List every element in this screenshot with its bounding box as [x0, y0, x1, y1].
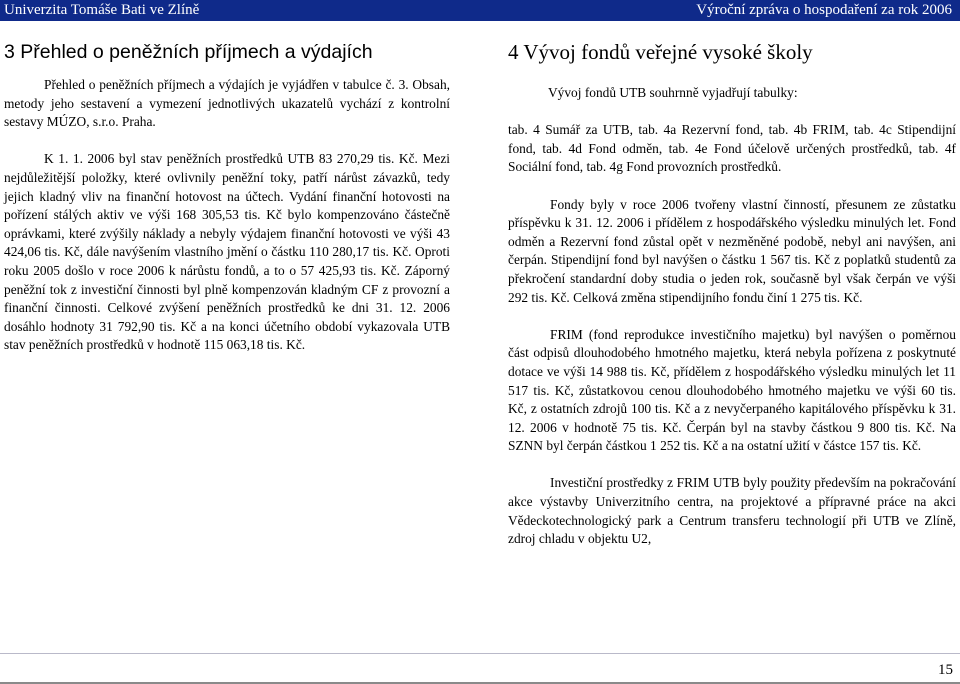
page-header — [0, 0, 960, 21]
section-3-paragraph-2: K 1. 1. 2006 byl stav peněžních prostředků UTB 83 270,29 tis. Kč. Mezi nejdůležitější položky, které ovlivnily peněžní toky, patří nárůst závazků, tedy jejich kladný vliv na finanční hotovost na účtech. Vydání finanční hotovosti na pořízení stálých aktiv ve výši 168 305,53 tis. Kč bylo kompenzováno částečně oprávkami, které zvýšily náklady a nebyly výdajem finanční hotovosti ve výši 43 424,06 tis. Kč, dále navýšením vlastního jmění o částku 110 280,17 tis. Kč. Oproti roku 2005 došlo v roce 2006 k nárůstu fondů, a to o 57 425,93 tis. Kč. Záporný peněžní tok z investiční činnosti byl plně kompenzován kladným CF z provozní a finanční činnosti. Celkové zvýšení peněžních prostředků ke dni 31. 12. 2006 dosáhlo hodnoty 31 792,90 tis. Kč a na konci účetního období vykazovala UTB stav peněžních prostředků v hodnotě 115 063,18 tis. Kč. — [4, 151, 450, 353]
footer-divider — [0, 653, 960, 654]
section-3-paragraph-1: Přehled o peněžních příjmech a výdajích je vyjádřen v tabulce č. 3. Obsah, metody jeho sestavení a vymezení jednotlivých ukazatelů vychází z kontrolní sestavy MÚZO, s.r.o. Praha. — [4, 77, 450, 130]
report-title: Výroční zpráva o hospodaření za rok 2006 — [696, 2, 952, 18]
section-4-paragraph-1: Vývoj fondů UTB souhrnně vyjadřují tabulky: — [548, 85, 798, 100]
page-number: 15 — [938, 662, 953, 678]
section-4-heading: 4 Vývoj fondů veřejné vysoké školy — [508, 40, 813, 64]
section-4-paragraph-2: tab. 4 Sumář za UTB, tab. 4a Rezervní fond, tab. 4b FRIM, tab. 4c Stipendijní fond, tab. 4d Fond odměn, tab. 4e Fond účelově určených prostředků, tab. 4f Sociální fond, tab. 4g Fond provozních prostředků. — [508, 122, 956, 175]
university-name: Univerzita Tomáše Bati ve Zlíně — [4, 2, 200, 18]
section-4-paragraph-3: Fondy byly v roce 2006 tvořeny vlastní činností, přesunem ze zůstatku příspěvku k 31. 12. 2006 i přídělem z hospodářského výsledku minulých let. Fond odměn a Rezervní fond zůstal opět v nezměněné podobě, nebyl ani navýšen, ani čerpán. Stipendijní fond byl navýšen o částku 1 567 tis. Kč z poplatků studentů za překročení standardní doby studia o jeden rok, současně byl však čerpán ve výši 292 tis. Kč. Celková změna stipendijního fondu činí 1 275 tis. Kč. — [508, 196, 956, 305]
section-3-heading: 3 Přehled o peněžních příjmech a výdajích — [4, 41, 373, 63]
section-4-paragraph-4: FRIM (fond reprodukce investičního majetku) byl navýšen o poměrnou část odpisů dlouhodobého hmotného majetku, která nebyla pořízena z poskytnuté dotace ve výši 14 988 tis. Kč, přídělem z hospodářského výsledku minulých let 11 517 tis. Kč, zůstatkovou cenou dlouhodobého hmotného majetku ve výši 60 tis. Kč, z ostatních zdrojů 100 tis. Kč a z nevyčerpaného kapitálového příspěvku k 31. 12. 2006 v hodnotě 75 tis. Kč. Čerpán byl na stavby částkou 9 800 tis. Kč. Na SZNN byl čerpán částkou 1 252 tis. Kč a na ostatní užití v částce 157 tis. Kč. — [508, 326, 956, 454]
section-4-body — [508, 84, 956, 549]
section-3-body — [4, 76, 450, 355]
section-4-paragraph-5: Investiční prostředky z FRIM UTB byly použity především na pokračování akce výstavby Univerzitního centra, na projektové a přípravné práce na akci Vědeckotechnologický park a Centrum transferu technologií při UTB ve Zlíně, zdroj chladu v objektu U2, — [508, 475, 956, 547]
